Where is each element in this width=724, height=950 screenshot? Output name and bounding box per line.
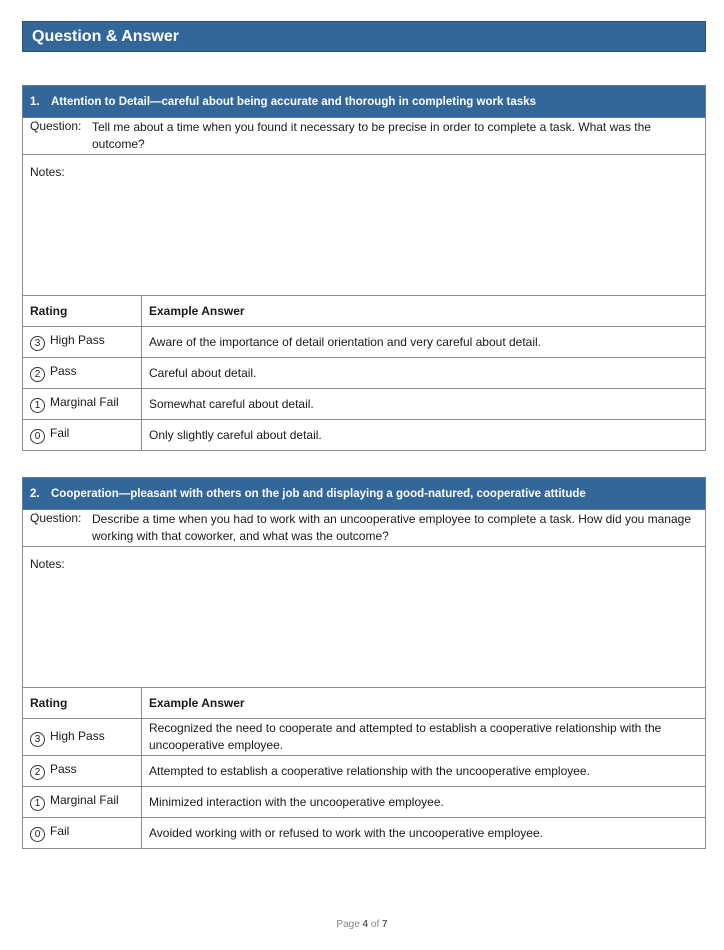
rating-label: High Pass xyxy=(50,333,105,347)
question-label: Question: xyxy=(30,119,82,133)
score-circle-icon: 2 xyxy=(30,367,45,382)
question-label: Question: xyxy=(30,511,82,525)
rating-label: Marginal Fail xyxy=(50,793,119,807)
question-text: Tell me about a time when you found it necessary to be precise in order to complete a task. What was the outcome? xyxy=(92,120,651,151)
notes-field[interactable] xyxy=(23,155,706,296)
page-footer xyxy=(0,919,724,930)
question-section-2 xyxy=(22,477,706,849)
question-row xyxy=(23,118,706,155)
current-page: 4 xyxy=(362,919,369,930)
section-number: 1. xyxy=(30,95,40,108)
question-row xyxy=(23,510,706,547)
section-number: 2. xyxy=(30,487,40,500)
section-title: Attention to Detail—careful about being accurate and thorough in completing work tasks xyxy=(51,95,536,108)
rating-row xyxy=(23,327,706,358)
page-title: Question & Answer xyxy=(22,21,706,52)
rating-row xyxy=(23,420,706,451)
rating-row xyxy=(23,358,706,389)
rating-label: Fail xyxy=(50,824,70,838)
rating-row xyxy=(23,389,706,420)
example-answer: Careful about detail. xyxy=(142,358,706,389)
page-of: of xyxy=(370,919,380,930)
rating-label: Pass xyxy=(50,364,77,378)
rating-label: High Pass xyxy=(50,728,105,743)
rating-label: Pass xyxy=(50,762,77,776)
example-answer: Somewhat careful about detail. xyxy=(142,389,706,420)
example-answer: Avoided working with or refused to work with the uncooperative employee. xyxy=(142,818,706,849)
example-answer: Attempted to establish a cooperative relationship with the uncooperative employee. xyxy=(142,756,706,787)
rating-label: Fail xyxy=(50,426,70,440)
score-circle-icon: 3 xyxy=(30,336,45,351)
rating-header-row xyxy=(23,688,706,719)
total-pages: 7 xyxy=(382,919,388,930)
example-answer: Recognized the need to cooperate and attempted to establish a cooperative relationship with the uncooperative employee. xyxy=(142,719,706,756)
rating-row xyxy=(23,719,706,756)
score-circle-icon: 0 xyxy=(30,827,45,842)
section-header xyxy=(23,86,706,118)
notes-label: Notes: xyxy=(30,557,65,571)
notes-field[interactable] xyxy=(23,547,706,688)
question-text: Describe a time when you had to work with an uncooperative employee to complete a task. How did you manage working with that coworker, and what was the outcome? xyxy=(92,512,691,543)
rating-column-header: Rating xyxy=(23,296,142,327)
notes-label: Notes: xyxy=(30,165,65,179)
rating-column-header: Rating xyxy=(23,688,142,719)
example-answer: Aware of the importance of detail orientation and very careful about detail. xyxy=(142,327,706,358)
example-answer: Minimized interaction with the uncooperative employee. xyxy=(142,787,706,818)
notes-row[interactable] xyxy=(23,547,706,688)
example-answer: Only slightly careful about detail. xyxy=(142,420,706,451)
answer-column-header: Example Answer xyxy=(142,296,706,327)
score-circle-icon: 3 xyxy=(30,732,45,747)
page-prefix: Page xyxy=(336,919,360,930)
rating-row xyxy=(23,787,706,818)
notes-row[interactable] xyxy=(23,155,706,296)
rating-row xyxy=(23,756,706,787)
question-section-1 xyxy=(22,85,706,451)
rating-header-row xyxy=(23,296,706,327)
rating-row xyxy=(23,818,706,849)
section-header xyxy=(23,478,706,510)
section-title: Cooperation—pleasant with others on the job and displaying a good-natured, cooperative attitude xyxy=(51,487,586,500)
score-circle-icon: 0 xyxy=(30,429,45,444)
score-circle-icon: 2 xyxy=(30,765,45,780)
score-circle-icon: 1 xyxy=(30,398,45,413)
score-circle-icon: 1 xyxy=(30,796,45,811)
answer-column-header: Example Answer xyxy=(142,688,706,719)
rating-label: Marginal Fail xyxy=(50,395,119,409)
